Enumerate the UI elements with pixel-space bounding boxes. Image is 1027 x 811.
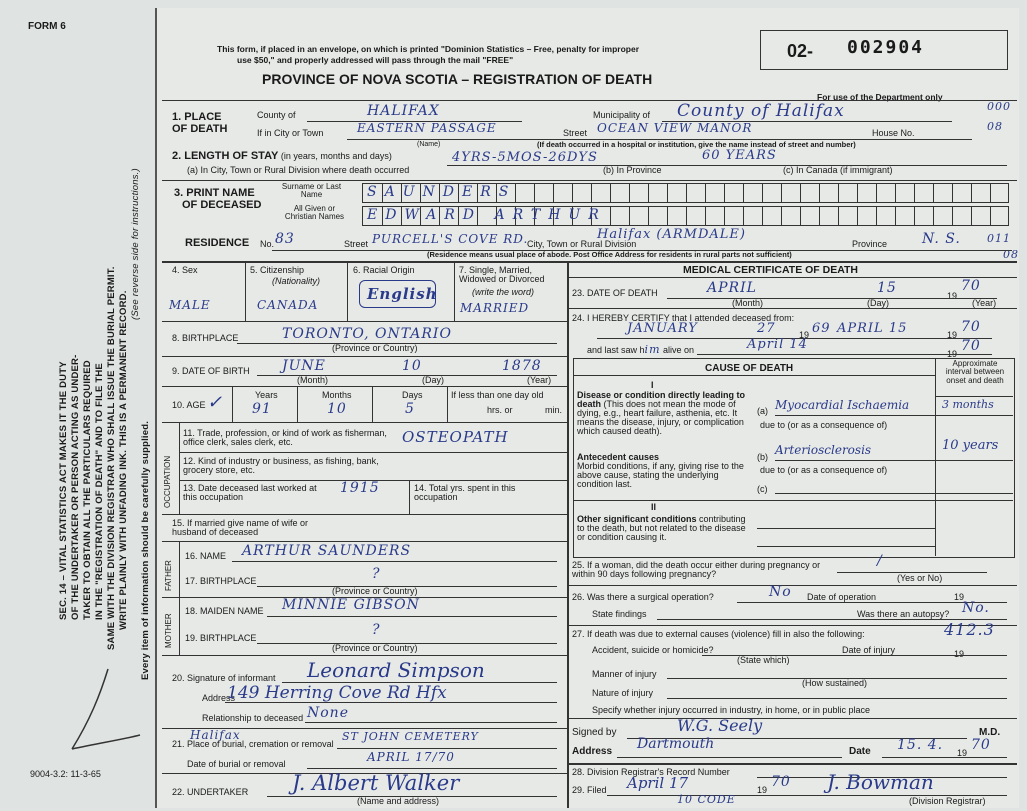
part-two-label: II bbox=[651, 502, 657, 512]
external-cause-code: 412.3 bbox=[944, 620, 995, 639]
last-saw-pronoun: im bbox=[644, 343, 661, 356]
grid-cell bbox=[971, 184, 972, 202]
rule bbox=[573, 375, 935, 376]
stay-c-label: (c) In Canada (if immigrant) bbox=[783, 165, 893, 175]
citizenship-sub: (Nationality) bbox=[272, 276, 321, 286]
side-instruction-5: SAME WITH THE DIVISION REGISTRAR WHO SHALL ISSUE THE BURIAL PERMIT. bbox=[106, 266, 117, 650]
relationship-value: None bbox=[307, 705, 349, 721]
grid-cell bbox=[800, 207, 801, 225]
attended-from-month: JANUARY bbox=[627, 321, 698, 336]
signed-date-label: Date bbox=[849, 746, 871, 757]
q25-yes-no-note: (Yes or No) bbox=[897, 573, 943, 583]
rule bbox=[162, 386, 567, 387]
rule bbox=[162, 655, 567, 656]
residence-label: RESIDENCE bbox=[185, 237, 250, 249]
grid-cell bbox=[781, 184, 782, 202]
age-years-label: Years bbox=[255, 390, 278, 400]
filed-code-note: 10 CODE bbox=[677, 793, 736, 806]
given-names-value: EDWARD ARTHUR bbox=[367, 207, 607, 223]
physician-address-label: Address bbox=[572, 746, 613, 757]
municipality-label: Municipality of bbox=[593, 110, 651, 120]
dob-month: JUNE bbox=[282, 358, 326, 374]
sex-label: 4. Sex bbox=[172, 265, 198, 275]
grid-cell bbox=[705, 184, 706, 202]
rule bbox=[305, 722, 557, 723]
physician-signature: W.G. Seely bbox=[677, 716, 763, 735]
grid-cell bbox=[743, 184, 744, 202]
grid-cell bbox=[610, 184, 611, 202]
cause-a-value: Myocardial Ischaemia bbox=[775, 398, 910, 412]
state-findings-label: State findings bbox=[592, 609, 647, 619]
death-year: 70 bbox=[961, 278, 981, 294]
marital-status-label: 7. Single, Married, Widowed or Divorced bbox=[459, 265, 545, 285]
dob-month-note: (Month) bbox=[297, 375, 329, 385]
q26-value: No bbox=[769, 584, 792, 600]
rule bbox=[935, 396, 1013, 397]
rule bbox=[775, 493, 1013, 494]
rule bbox=[179, 422, 180, 514]
stay-a-label: (a) In City, Town or Rural Division where death occurred bbox=[187, 165, 410, 175]
rule bbox=[697, 354, 992, 355]
place-code-2: 08 bbox=[987, 120, 1003, 133]
informant-address: 149 Herring Cove Rd Hfx bbox=[227, 683, 447, 703]
grid-cell bbox=[952, 207, 953, 225]
age-days-label: Days bbox=[402, 390, 423, 400]
q29-label: 29. Filed bbox=[572, 785, 607, 795]
direct-cause-note: (This does not mean the mode of dying, e.g., heart failure, asthenia, etc. It means the disease, injury, or complication which caused death). bbox=[577, 399, 744, 436]
grid-cell bbox=[819, 184, 820, 202]
residence-note: (Residence means usual place of abode. Post Office Address for residents in rural parts not sufficient) bbox=[427, 250, 792, 259]
q24-label: 24. I HEREBY CERTIFY that I attended deceased from: bbox=[572, 313, 795, 323]
residence-code-1: 011 bbox=[987, 232, 1011, 245]
grid-cell bbox=[781, 207, 782, 225]
less-than-day-label: If less than one day old bbox=[451, 390, 544, 400]
rule bbox=[447, 386, 448, 422]
racial-origin-label: 6. Racial Origin bbox=[353, 265, 415, 275]
grid-cell bbox=[990, 207, 991, 225]
rule bbox=[372, 386, 373, 422]
accident-label: Accident, suicide or homicide? bbox=[592, 645, 714, 655]
grid-cell bbox=[876, 184, 877, 202]
signed-year: 70 bbox=[971, 737, 991, 753]
cause-b-label: (b) bbox=[757, 452, 768, 462]
autopsy-value: No. bbox=[962, 600, 990, 616]
undertaker-signature: J. Albert Walker bbox=[292, 771, 460, 795]
q14-label: 14. Total yrs. spent in this occupation bbox=[414, 483, 516, 503]
side-instruction-4: IN THE "REGISTRATION OF DEATH" AND TO FILE THE bbox=[94, 363, 105, 620]
operation-date-label: Date of operation bbox=[807, 592, 877, 602]
father-birthplace-label: 17. BIRTHPLACE bbox=[185, 576, 257, 586]
rule bbox=[573, 500, 1013, 501]
residence-street-value: PURCELL'S COVE RD. bbox=[372, 232, 529, 246]
interval-a-value: 3 months bbox=[942, 398, 994, 411]
grid-cell bbox=[667, 184, 668, 202]
grid-cell bbox=[800, 184, 801, 202]
specify-label: Specify whether injury occurred in industry, in home, or in public place bbox=[592, 705, 870, 715]
grid-cell bbox=[705, 207, 706, 225]
residence-city-label: City, Town or Rural Division bbox=[527, 239, 637, 249]
last-saw-label bbox=[587, 344, 694, 356]
how-sustained-note: (How sustained) bbox=[802, 678, 868, 688]
grid-cell bbox=[667, 207, 668, 225]
cause-c-label: (c) bbox=[757, 484, 768, 494]
q13-value: 1915 bbox=[340, 480, 380, 496]
father-prov-note: (Province or Country) bbox=[332, 586, 418, 596]
signed-year-prefix: 19 bbox=[957, 748, 968, 758]
filed-year-prefix: 19 bbox=[757, 785, 768, 795]
column-divider bbox=[567, 261, 569, 808]
birthplace-label: 8. BIRTHPLACE bbox=[172, 333, 239, 343]
stay-local-value: 4YRS-5MOS-26DYS bbox=[452, 150, 598, 165]
father-side-label: FATHER bbox=[164, 560, 173, 591]
grid-cell bbox=[857, 184, 858, 202]
death-year-prefix: 19 bbox=[947, 291, 958, 301]
signed-by-label: Signed by bbox=[572, 727, 617, 738]
relationship-label: Relationship to deceased bbox=[202, 713, 304, 723]
grid-cell bbox=[686, 184, 687, 202]
age-years-value: 91 bbox=[252, 401, 272, 417]
street-label: Street bbox=[563, 128, 588, 138]
check-mark-icon: ✓ bbox=[207, 392, 224, 413]
stay-b-label: (b) In Province bbox=[603, 165, 662, 175]
mail-notice-line2: use $50," and properly addressed will pass through the mail "FREE" bbox=[237, 55, 514, 65]
rule bbox=[775, 415, 1013, 416]
grid-cell bbox=[933, 184, 934, 202]
rule bbox=[162, 541, 567, 542]
death-day: 15 bbox=[877, 280, 897, 296]
direct-cause-label: Disease or condition directly leading to death bbox=[577, 390, 746, 409]
rule bbox=[267, 616, 557, 617]
department-use-label: For use of the Department only bbox=[817, 92, 943, 102]
residence-province-value: N. S. bbox=[922, 231, 961, 247]
father-birthplace-value: ? bbox=[372, 566, 381, 582]
place-code-1: 000 bbox=[987, 100, 1011, 113]
residence-code-2: 08 bbox=[1003, 248, 1019, 261]
rule bbox=[162, 422, 567, 423]
grid-cell bbox=[895, 207, 896, 225]
side-instruction-3: TAKER TO OBTAIN ALL THE PARTICULARS REQUIRED bbox=[82, 360, 93, 620]
nature-label: Nature of injury bbox=[592, 688, 654, 698]
filed-date: April 17 bbox=[627, 774, 689, 792]
q12-label: 12. Kind of industry or business, as fishing, bank, grocery store, etc. bbox=[183, 456, 379, 476]
form-number: FORM 6 bbox=[28, 21, 66, 32]
grid-cell bbox=[572, 184, 573, 202]
form-code: 9004-3.2: 11-3-65 bbox=[30, 769, 101, 779]
rule bbox=[567, 718, 1017, 719]
rule bbox=[757, 528, 935, 529]
grid-cell bbox=[838, 184, 839, 202]
rule bbox=[447, 165, 1007, 166]
q11-label: 11. Trade, profession, or kind of work as fisherman, office clerk, sales clerk, etc. bbox=[183, 428, 387, 448]
grid-cell bbox=[743, 207, 744, 225]
rule bbox=[162, 100, 1017, 101]
q25-label: 25. If a woman, did the death occur either during pregnancy or within 90 days following pregnancy? bbox=[572, 560, 821, 580]
signed-date: 15. 4. bbox=[897, 737, 944, 753]
rule bbox=[162, 321, 567, 322]
burial-date-value: APRIL 17/70 bbox=[367, 750, 455, 764]
grid-cell bbox=[857, 207, 858, 225]
grid-cell bbox=[762, 207, 763, 225]
rule bbox=[225, 702, 557, 703]
pencil-mark bbox=[60, 665, 150, 755]
rule bbox=[162, 514, 567, 515]
grid-cell bbox=[819, 207, 820, 225]
q15-label: 15. If married give name of wife or husband of deceased bbox=[172, 518, 309, 538]
age-months-value: 10 bbox=[327, 401, 347, 417]
grid-cell bbox=[648, 184, 649, 202]
stay-province-value: 60 YEARS bbox=[702, 148, 777, 163]
undertaker-label: 22. UNDERTAKER bbox=[172, 787, 249, 797]
interval-header: Approximate interval between onset and death bbox=[945, 359, 1005, 385]
grid-cell bbox=[534, 184, 535, 202]
place-of-death-label: 1. PLACE OF DEATH bbox=[172, 111, 228, 135]
other-conditions-label: Other significant conditions bbox=[577, 514, 697, 524]
antecedent-note: Morbid conditions, if any, giving rise to the above cause, stating the underlying condition last. bbox=[577, 461, 744, 489]
citizenship-label: 5. Citizenship bbox=[250, 265, 305, 275]
rule bbox=[454, 261, 455, 321]
rule bbox=[757, 546, 935, 547]
age-label: 10. AGE bbox=[172, 400, 206, 410]
age-months-label: Months bbox=[322, 390, 352, 400]
citizenship-value: CANADA bbox=[257, 298, 319, 312]
rule bbox=[162, 180, 1017, 181]
informant-signature-label: 20. Signature of informant bbox=[172, 673, 276, 683]
sex-value: MALE bbox=[169, 298, 211, 312]
dob-year: 1878 bbox=[502, 358, 542, 374]
birthplace-value: TORONTO, ONTARIO bbox=[282, 326, 452, 342]
rule bbox=[179, 597, 180, 655]
print-name-label: 3. PRINT NAME bbox=[174, 187, 255, 199]
hospital-note: (If death occurred in a hospital or institution, give the name instead of street and number) bbox=[537, 140, 856, 149]
grid-cell bbox=[629, 207, 630, 225]
city-label: If in City or Town bbox=[257, 128, 324, 138]
attended-to: APRIL 15 bbox=[837, 321, 908, 336]
burial-city-value: Halifax bbox=[190, 728, 241, 742]
name-note: (Name) bbox=[417, 141, 441, 148]
attended-from-year-prefix: 19 bbox=[799, 330, 810, 340]
occupation-side-label: OCCUPATION bbox=[163, 455, 172, 508]
rule bbox=[567, 277, 1017, 278]
rule bbox=[567, 763, 1017, 765]
q27-label: 27. If death was due to external causes (violence) fill in also the following: bbox=[572, 629, 865, 639]
rule bbox=[297, 386, 298, 422]
cause-b-value: Arteriosclerosis bbox=[775, 443, 872, 457]
cause-a-label: (a) bbox=[757, 406, 768, 416]
grid-cell bbox=[610, 207, 611, 225]
operation-year-prefix: 19 bbox=[954, 592, 965, 602]
rule bbox=[617, 757, 842, 758]
registration-number: 002904 bbox=[847, 37, 925, 58]
undertaker-name-note: (Name and address) bbox=[357, 796, 440, 806]
racial-origin-value: English bbox=[367, 285, 438, 303]
dob-day-note: (Day) bbox=[422, 375, 444, 385]
due-to-1: due to (or as a consequence of) bbox=[760, 420, 888, 430]
grid-cell bbox=[553, 184, 554, 202]
rule bbox=[775, 460, 1013, 461]
mother-birthplace-label: 19. BIRTHPLACE bbox=[185, 633, 257, 643]
dob-day: 10 bbox=[402, 358, 422, 374]
q28-label: 28. Division Registrar's Record Number bbox=[572, 767, 730, 777]
interval-b-value: 10 years bbox=[942, 438, 999, 453]
grid-cell bbox=[990, 184, 991, 202]
grid-cell bbox=[648, 207, 649, 225]
injury-year-prefix: 19 bbox=[954, 649, 965, 659]
surname-value: SAUNDERS bbox=[367, 184, 517, 200]
registrar-label: (Division Registrar) bbox=[909, 796, 986, 806]
burial-date-label: Date of burial or removal bbox=[187, 759, 286, 769]
surname-label: Surname or Last Name bbox=[281, 182, 342, 200]
grid-cell bbox=[686, 207, 687, 225]
state-which-note: (State which) bbox=[737, 655, 790, 665]
mother-name-value: MINNIE GIBSON bbox=[282, 597, 420, 613]
rule bbox=[567, 585, 1017, 586]
city-value: EASTERN PASSAGE bbox=[357, 121, 497, 135]
minutes-label: min. bbox=[545, 405, 563, 415]
mother-birthplace-value: ? bbox=[372, 622, 381, 638]
medical-certificate-title: MEDICAL CERTIFICATE OF DEATH bbox=[683, 264, 858, 276]
grid-cell bbox=[895, 184, 896, 202]
grid-cell bbox=[971, 207, 972, 225]
last-seen-date: April 14 bbox=[747, 337, 808, 352]
due-to-2: due to (or as a consequence of) bbox=[760, 465, 888, 475]
municipality-value: County of Halifax bbox=[677, 101, 845, 121]
grid-cell bbox=[876, 207, 877, 225]
rule bbox=[667, 298, 997, 299]
side-instruction-2: OF THE UNDERTAKER OR PERSON ACTING AS UNDER- bbox=[70, 354, 81, 620]
side-instruction-8: Every item of information should be carefully supplied. bbox=[140, 420, 151, 680]
informant-signature: Leonard Simpson bbox=[307, 658, 485, 682]
rule bbox=[179, 541, 180, 597]
attended-to-year-prefix: 19 bbox=[947, 330, 958, 340]
side-instruction-7: (See reverse side for instructions.) bbox=[130, 168, 141, 320]
cause-of-death-title: CAUSE OF DEATH bbox=[705, 363, 794, 374]
other-conditions-note: contributing to the death, but not related to the disease or condition causing it. bbox=[577, 514, 746, 542]
hours-label: hrs. or bbox=[487, 405, 513, 415]
form-title: PROVINCE OF NOVA SCOTIA – REGISTRATION OF DEATH bbox=[262, 71, 653, 87]
birthplace-prov-note: (Province or Country) bbox=[332, 343, 418, 353]
grid-cell bbox=[933, 207, 934, 225]
registrar-signature: J. Bowman bbox=[827, 770, 934, 794]
rule bbox=[307, 768, 557, 769]
rule bbox=[882, 757, 1007, 758]
death-month-note: (Month) bbox=[732, 298, 764, 308]
grid-cell bbox=[724, 207, 725, 225]
residence-street-label: Street bbox=[344, 239, 369, 249]
mother-name-label: 18. MAIDEN NAME bbox=[185, 606, 264, 616]
death-day-note: (Day) bbox=[867, 298, 889, 308]
grid-cell bbox=[591, 184, 592, 202]
q13-label: 13. Date deceased last worked at this occupation bbox=[183, 483, 317, 503]
length-of-stay-label: 2. LENGTH OF STAY bbox=[172, 150, 279, 162]
md-label: M.D. bbox=[979, 727, 1001, 738]
given-names-label: All Given or Christian Names bbox=[284, 204, 345, 222]
rule bbox=[232, 386, 233, 422]
attended-from-day: 27 bbox=[757, 321, 776, 336]
rule bbox=[232, 561, 557, 562]
burial-place-value: ST JOHN CEMETERY bbox=[342, 730, 479, 743]
county-value: HALIFAX bbox=[367, 103, 440, 119]
residence-city-value: Halifax (ARMDALE) bbox=[597, 227, 746, 242]
last-saw-label-text: and last saw h bbox=[587, 345, 645, 355]
death-registration-form bbox=[155, 8, 1019, 808]
antecedent-label: Antecedent causes bbox=[577, 452, 660, 462]
physician-address: Dartmouth bbox=[637, 736, 715, 752]
rule bbox=[179, 452, 567, 453]
mail-notice-line1: This form, if placed in an envelope, on which is printed "Dominion Statistics – Free, penalty for improper bbox=[217, 44, 640, 54]
rule bbox=[409, 480, 410, 514]
filed-year: 70 bbox=[771, 774, 791, 790]
alive-on-label: alive on bbox=[663, 345, 695, 355]
house-label: House No. bbox=[872, 128, 915, 138]
dob-label: 9. DATE OF BIRTH bbox=[172, 366, 250, 376]
length-of-stay-desc: (in years, months and days) bbox=[280, 151, 392, 161]
registration-prefix: 02- bbox=[787, 41, 814, 61]
death-month: APRIL bbox=[707, 280, 757, 296]
father-name-value: ARTHUR SAUNDERS bbox=[242, 543, 412, 559]
marital-status-sub: (write the word) bbox=[472, 287, 535, 297]
q23-label: 23. DATE OF DEATH bbox=[572, 288, 658, 298]
rule bbox=[245, 261, 246, 321]
burial-place-label: 21. Place of burial, cremation or removal bbox=[172, 739, 334, 749]
street-value: OCEAN VIEW MANOR bbox=[597, 121, 753, 135]
mother-prov-note: (Province or Country) bbox=[332, 643, 418, 653]
residence-province-label: Province bbox=[852, 239, 888, 249]
residence-no-label: No. bbox=[260, 239, 275, 249]
marital-status-value: MARRIED bbox=[460, 301, 530, 315]
age-days-value: 5 bbox=[405, 401, 415, 417]
father-name-label: 16. NAME bbox=[185, 551, 227, 561]
part-one-label: I bbox=[651, 380, 654, 390]
rule bbox=[162, 261, 1017, 263]
rule bbox=[337, 748, 557, 749]
grid-cell bbox=[952, 184, 953, 202]
injury-date-label: Date of injury bbox=[842, 645, 896, 655]
mother-side-label: MOTHER bbox=[164, 613, 173, 648]
rule bbox=[347, 261, 348, 321]
grid-cell bbox=[914, 207, 915, 225]
manner-label: Manner of injury bbox=[592, 669, 657, 679]
q11-value: OSTEOPATH bbox=[402, 428, 509, 446]
rule bbox=[162, 356, 567, 357]
q26-label: 26. Was there a surgical operation? bbox=[572, 592, 714, 602]
residence-no-value: 83 bbox=[275, 231, 295, 247]
last-seen-year: 70 bbox=[961, 338, 981, 354]
q25-value: / bbox=[877, 553, 883, 569]
side-instruction-1: SEC. 14 – VITAL STATISTICS ACT MAKES IT THE DUTY bbox=[58, 361, 69, 620]
autopsy-label: Was there an autopsy? bbox=[857, 609, 950, 619]
attended-from-year: 69 bbox=[812, 321, 831, 336]
rule bbox=[667, 698, 1007, 699]
informant-address-label: Address bbox=[202, 693, 236, 703]
dob-year-note: (Year) bbox=[527, 375, 552, 385]
attended-to-year: 70 bbox=[961, 319, 981, 335]
grid-cell bbox=[724, 184, 725, 202]
grid-cell bbox=[762, 184, 763, 202]
county-label: County of bbox=[257, 110, 296, 120]
rule bbox=[935, 358, 936, 556]
death-year-note: (Year) bbox=[972, 298, 997, 308]
grid-cell bbox=[838, 207, 839, 225]
rule bbox=[567, 308, 1017, 309]
grid-cell bbox=[629, 184, 630, 202]
of-deceased-label: OF DECEASED bbox=[182, 199, 262, 211]
grid-cell bbox=[914, 184, 915, 202]
side-instruction-6: WRITE PLAINLY WITH UNFADING INK. THIS IS A PERMANENT RECORD. bbox=[118, 290, 129, 630]
last-seen-year-prefix: 19 bbox=[947, 349, 958, 359]
